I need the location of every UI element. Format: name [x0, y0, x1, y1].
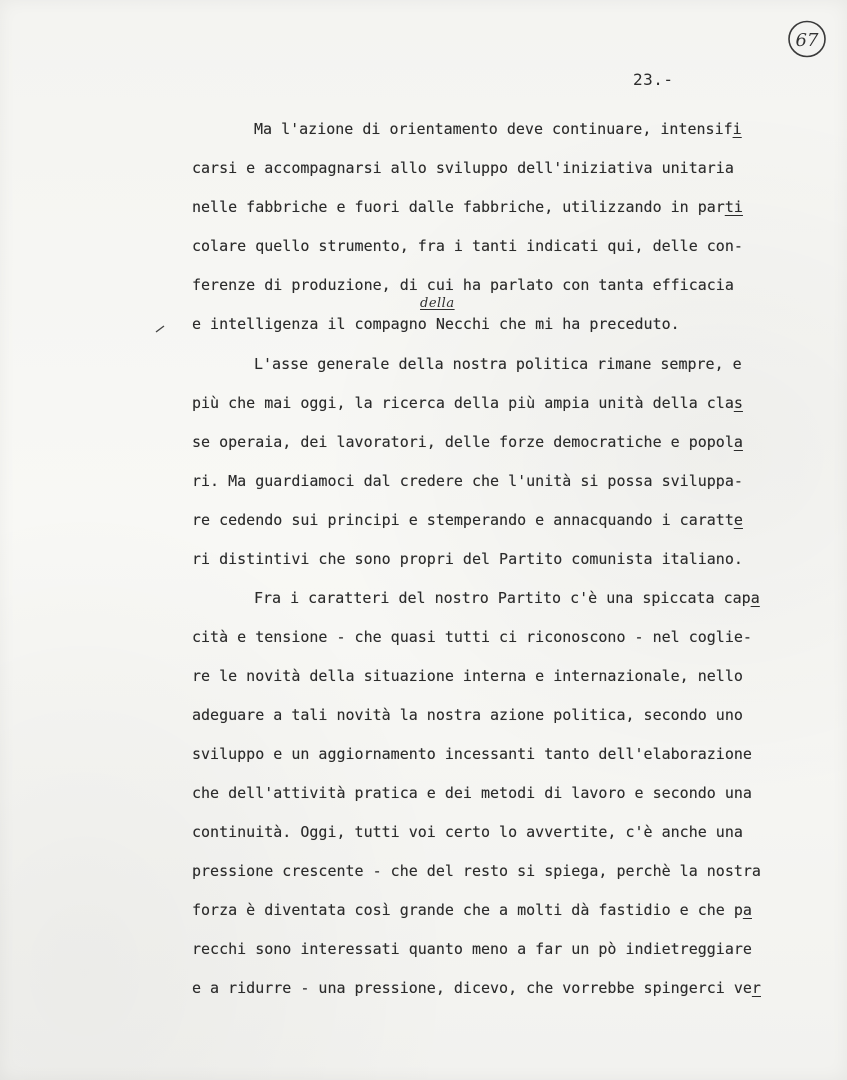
text-line: L'asse generale della nostra politica rimane sempre, e: [254, 354, 742, 373]
text-line: adeguare a tali novità la nostra azione politica, secondo uno: [192, 706, 743, 724]
text-line: continuità. Oggi, tutti voi certo lo avvertite, c'è anche una: [192, 823, 743, 841]
text-line: nelle fabbriche e fuori dalle fabbriche, utilizzando in parti: [192, 198, 743, 216]
text-line: cità e tensione - che quasi tutti ci riconoscono - nel coglie-: [192, 628, 752, 646]
text-line: recchi sono interessati quanto meno a far un pò indietreggiare: [192, 940, 752, 958]
text-line: se operaia, dei lavoratori, delle forze democratiche e popola: [192, 432, 743, 451]
handwritten-insertion: della: [420, 296, 455, 311]
text-line: colare quello strumento, fra i tanti indicati qui, delle con-: [192, 237, 743, 255]
margin-tick-mark: [155, 325, 165, 333]
text-line: che dell'attività pratica e dei metodi di lavoro e secondo una: [192, 784, 752, 802]
text-line: Fra i caratteri del nostro Partito c'è una spiccata capa: [254, 589, 760, 607]
typed-text-body: [192, 114, 822, 1012]
text-line: ferenze di produzione, di cui ha parlato con tanta efficacia: [192, 276, 734, 294]
text-line: sviluppo e un aggiornamento incessanti tanto dell'elaborazione: [192, 745, 752, 763]
page-number: 23.-: [633, 70, 674, 89]
text-line: re le novità della situazione interna e internazionale, nello: [192, 667, 743, 685]
folio-circle-mark: [786, 18, 828, 60]
text-line: ri. Ma guardiamoci dal credere che l'unità si possa sviluppa-: [192, 471, 743, 490]
text-line: e a ridurre - una pressione, dicevo, che vorrebbe spingerci ver: [192, 979, 761, 997]
text-line: Ma l'azione di orientamento deve continuare, intensifi: [254, 120, 742, 138]
folio-number: 67: [795, 30, 819, 51]
text-line: ri distintivi che sono propri del Partito comunista italiano.: [192, 549, 743, 568]
text-line: e intelligenza il compagno Necchi che mi ha preceduto.: [192, 315, 680, 333]
text-line: carsi e accompagnarsi allo sviluppo dell'iniziativa unitaria: [192, 159, 734, 177]
text-line: re cedendo sui principi e stemperando e annacquando i caratte: [192, 510, 743, 529]
text-line: più che mai oggi, la ricerca della più ampia unità della clas: [192, 393, 743, 412]
text-line: pressione crescente - che del resto si spiega, perchè la nostra: [192, 862, 761, 880]
text-line: forza è diventata così grande che a molti dà fastidio e che pa: [192, 901, 752, 919]
